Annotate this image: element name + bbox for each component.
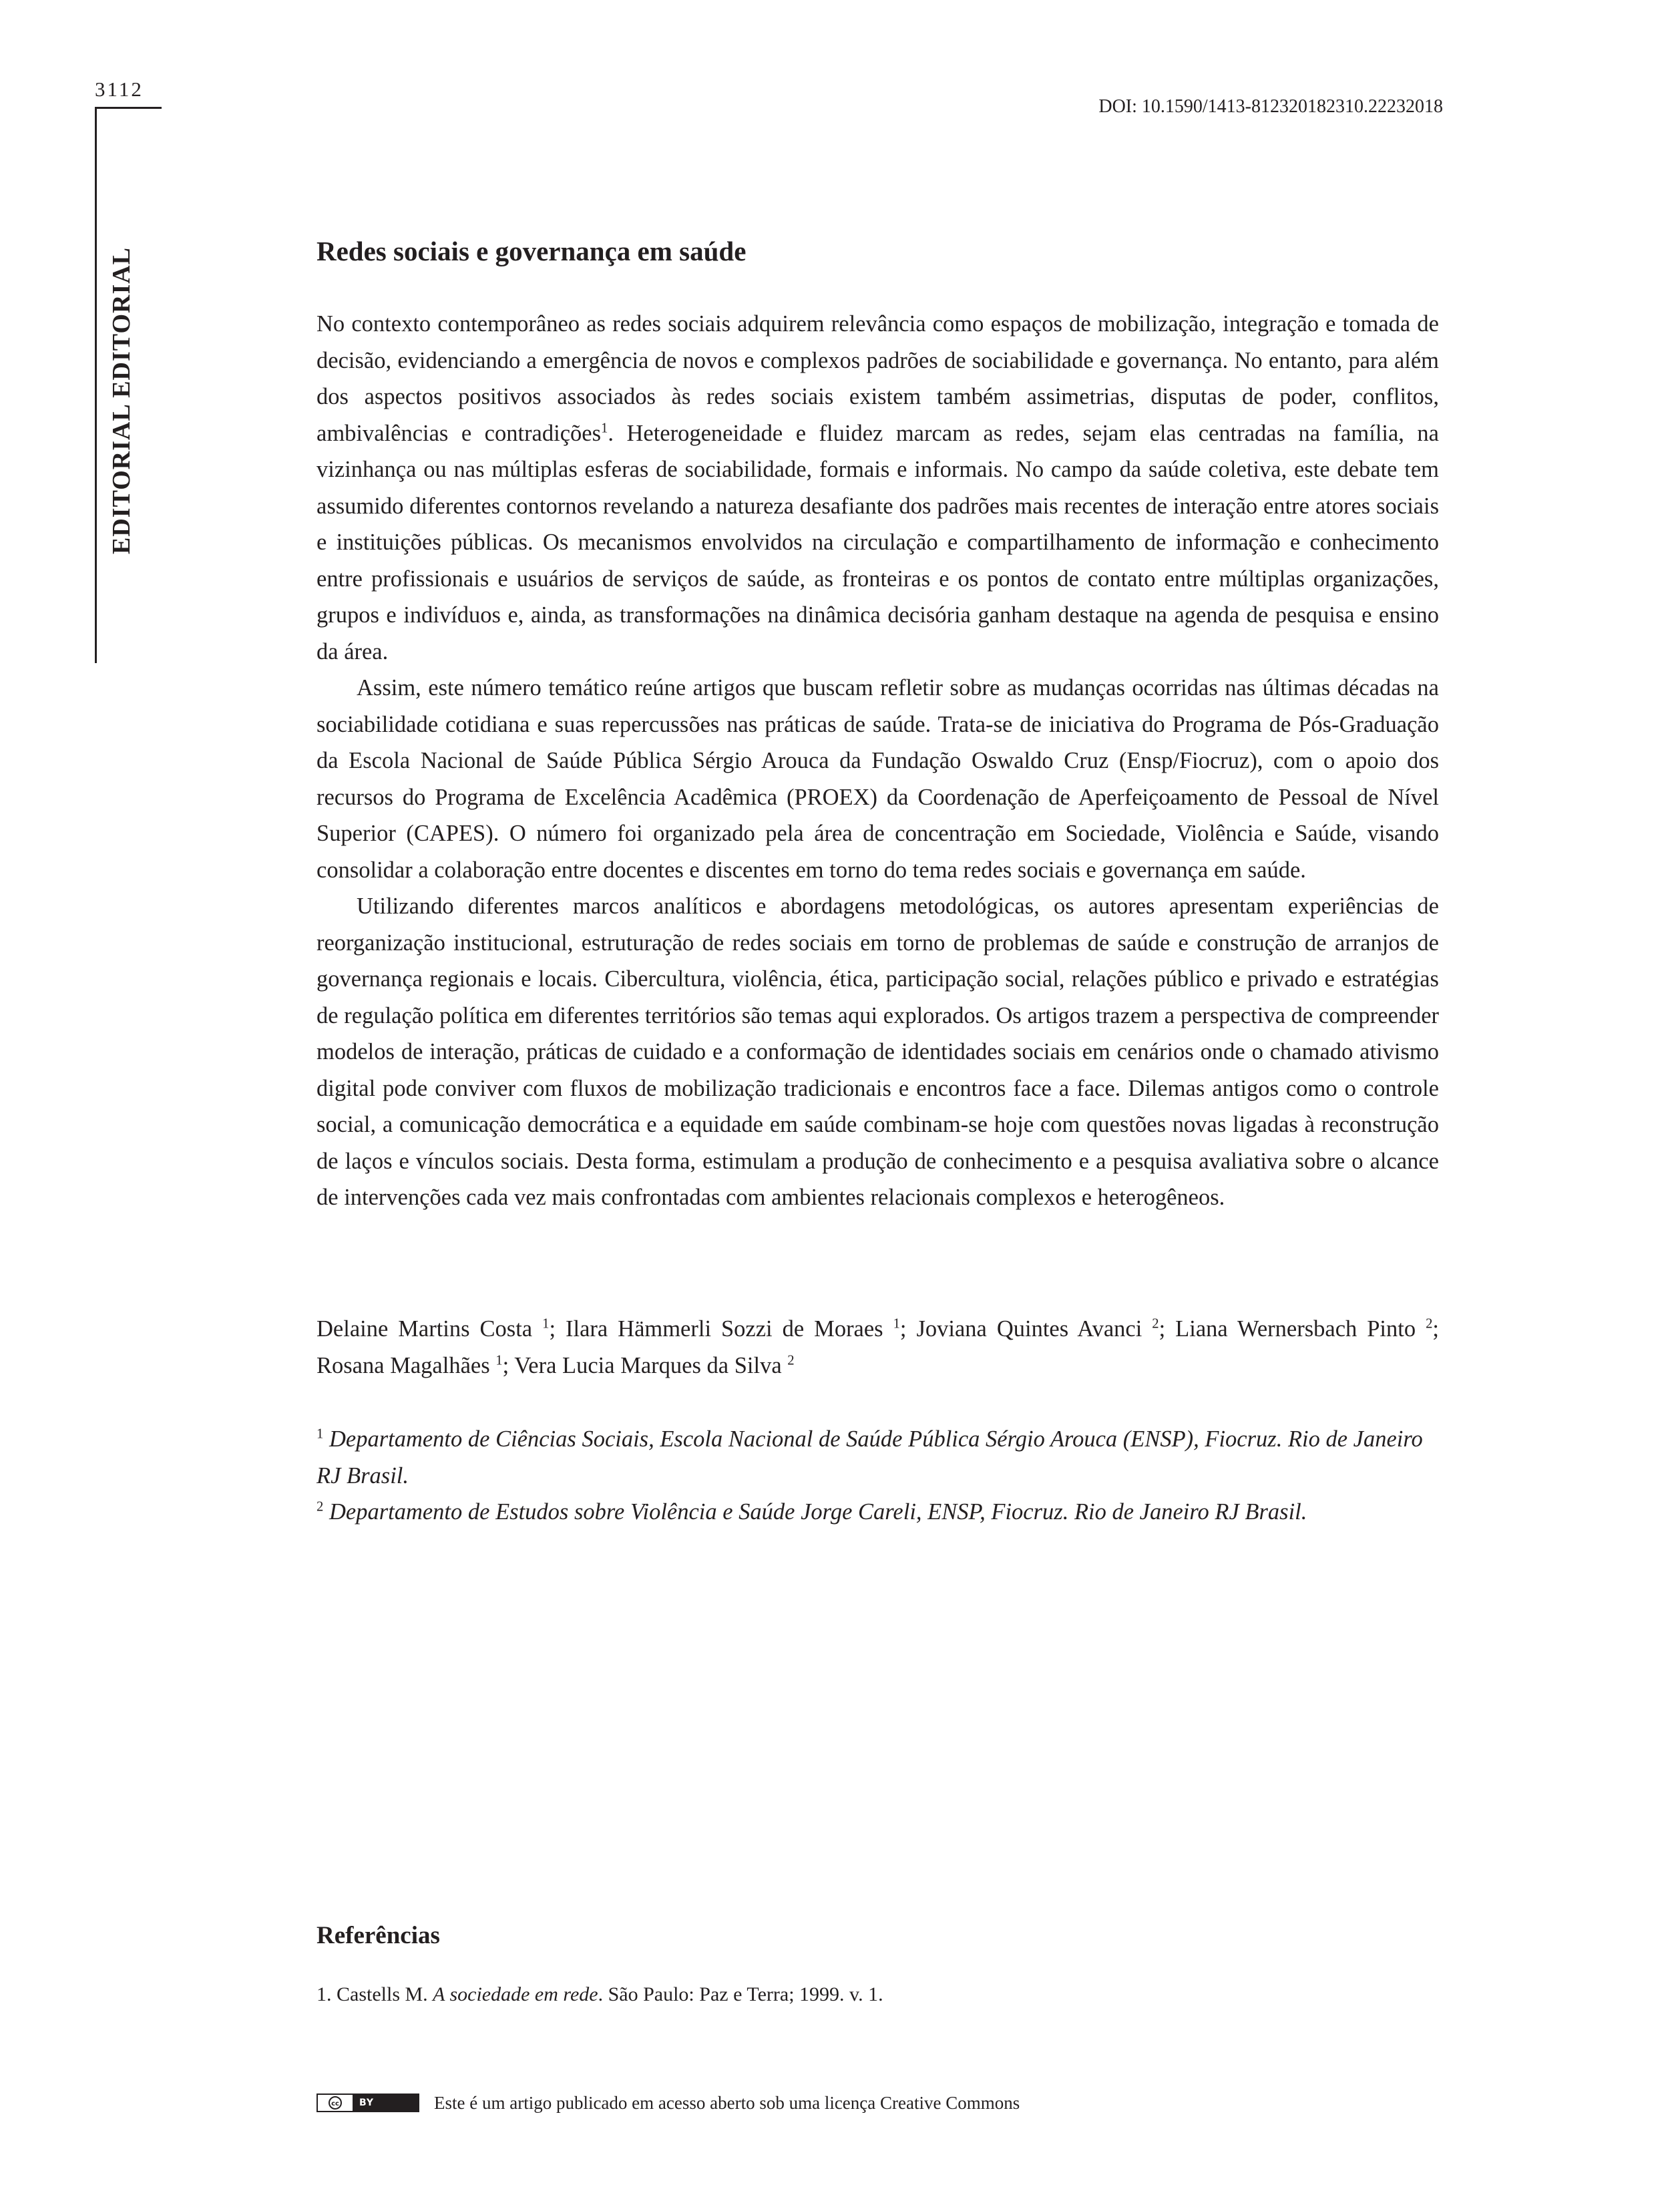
cc-logo-icon <box>318 2095 353 2111</box>
affiliation-text: Departamento de Ciências Sociais, Escola Nacional de Saúde Pública Sérgio Arouca (ENSP), Fiocruz. Rio de Janeiro RJ Brasil. <box>317 1426 1423 1488</box>
article-title: Redes sociais e governança em saúde <box>317 236 747 266</box>
body-paragraph: Utilizando diferentes marcos analíticos e abordagens metodológicas, os autores apresentam experiências de reorganização institucional, estruturação de redes sociais em torno de problemas de saúde e construção de arranjos de governança regionais e locais. Cibercultura, violência, ética, participação social, relações público e privado e estratégias de regulação política em diferentes territórios são temas aqui explorados. Os artigos trazem a perspectiva de compreender modelos de interação, práticas de cuidado e a conformação de identidades sociais em cenários onde o chamado ativismo digital pode conviver com fluxos de mobilização tradicionais e encontros face a face. Dilemas antigos como o controle social, a comunicação democrática e a equidade em saúde combinam-se hoje com questões novas ligadas à reconstrução de laços e vínculos sociais. Desta forma, estimulam a produção de conhecimento e a pesquisa avaliativa sobre o alcance de intervenções cada vez mais confrontadas com ambientes relacionais complexos e heterogêneos. <box>317 893 1439 1210</box>
affiliation-marker: 1 <box>495 1353 503 1368</box>
affiliation <box>317 1494 1439 1531</box>
body-paragraph: Assim, este número temático reúne artigos que buscam refletir sobre as mudanças ocorridas nas últimas décadas na sociabilidade cotidiana e suas repercussões nas práticas de saúde. Trata-se de iniciativa do Programa de Pós-Graduação da Escola Nacional de Saúde Pública Sérgio Arouca da Fundação Oswaldo Cruz (Ensp/Fiocruz), com o apoio dos recursos do Programa de Excelência Acadêmica (PROEX) da Coordenação de Aperfeiçoamento de Pessoal de Nível Superior (CAPES). O número foi organizado pela área de concentração em Sociedade, Violência e Saúde, visando consolidar a colaboração entre docentes e discentes em torno do tema redes sociais e governança em saúde. <box>317 675 1439 883</box>
affiliation-marker: 2 <box>1426 1316 1433 1332</box>
corner-rule-top <box>95 107 162 109</box>
author-name: Delaine Martins Costa <box>317 1316 543 1342</box>
doi[interactable]: DOI: 10.1590/1413-812320182310.22232018 <box>1098 96 1443 117</box>
affiliation-number: 1 <box>317 1426 324 1442</box>
references-heading: Referências <box>317 1922 440 1949</box>
license-text: Este é um artigo publicado em acesso aberto sob uma licença Creative Commons <box>434 2092 1020 2113</box>
author-name: Joviana Quintes Avanci <box>916 1316 1152 1342</box>
author-separator: ; <box>1159 1316 1176 1342</box>
body-paragraph <box>317 306 1439 670</box>
author-separator: ; <box>1432 1316 1439 1342</box>
author-separator: ; <box>502 1352 515 1378</box>
reference-marker[interactable]: 1 <box>601 421 608 435</box>
section-label: EDITORIAL EDITORIAL <box>108 246 136 554</box>
author-list <box>317 1311 1439 1384</box>
by-label: BY <box>353 2095 418 2111</box>
cc-by-badge[interactable] <box>317 2094 419 2112</box>
article-body <box>317 306 1439 1216</box>
page-number: 3112 <box>95 77 144 101</box>
author-name: Ilara Hämmerli Sozzi de Moraes <box>566 1316 893 1342</box>
author-separator: ; <box>899 1316 917 1342</box>
cc-circle: cc <box>329 2096 342 2110</box>
author-name: Rosana Magalhães <box>317 1352 496 1378</box>
paragraph-text: . Heterogeneidade e fluidez marcam as redes, sejam elas centradas na família, na vizinhança ou nas múltiplas esferas de sociabilidade, formais e informais. No campo da saúde coletiva, este debate tem assumido diferentes contornos revelando a natureza desafiante dos padrões mais recentes de interação entre atores sociais e instituições públicas. Os mecanismos envolvidos na circulação e compartilhamento de informação e conhecimento entre profissionais e usuários de serviços de saúde, as fronteiras e os pontos de contato entre múltiplas organizações, grupos e indivíduos e, ainda, as transformações na dinâmica decisória ganham destaque na agenda de pesquisa e ensino da área. <box>317 420 1439 664</box>
author-name: Vera Lucia Marques da Silva <box>514 1352 788 1378</box>
reference-title: A sociedade em rede <box>433 1983 598 2005</box>
affiliation-marker: 2 <box>787 1353 795 1368</box>
affiliation-marker: 1 <box>542 1316 550 1332</box>
affiliations <box>317 1421 1439 1531</box>
reference-item <box>317 1980 1439 2009</box>
reference-suffix: . São Paulo: Paz e Terra; 1999. v. 1. <box>598 1983 883 2005</box>
reference-prefix: 1. Castells M. <box>317 1983 433 2005</box>
affiliation-marker: 2 <box>1152 1316 1159 1332</box>
affiliation-text: Departamento de Estudos sobre Violência e Saúde Jorge Careli, ENSP, Fiocruz. Rio de Janeiro RJ Brasil. <box>329 1499 1307 1525</box>
author-name: Liana Wernersbach Pinto <box>1175 1316 1426 1342</box>
paragraph-text: No contexto contemporâneo as redes sociais adquirem relevância como espaços de mobilização, integração e tomada de decisão, evidenciando a emergência de novos e complexos padrões de sociabilidade e governança. No entanto, para além dos aspectos positivos associados às redes sociais existem também assimetrias, disputas de poder, conflitos, ambivalências e contradições <box>317 311 1439 446</box>
affiliation-marker: 1 <box>893 1316 900 1332</box>
section-label-container <box>101 244 142 554</box>
license-footer <box>317 2091 1020 2114</box>
affiliation-number: 2 <box>317 1499 324 1515</box>
author-separator: ; <box>549 1316 566 1342</box>
affiliation <box>317 1421 1439 1494</box>
corner-rule-left <box>95 107 97 663</box>
